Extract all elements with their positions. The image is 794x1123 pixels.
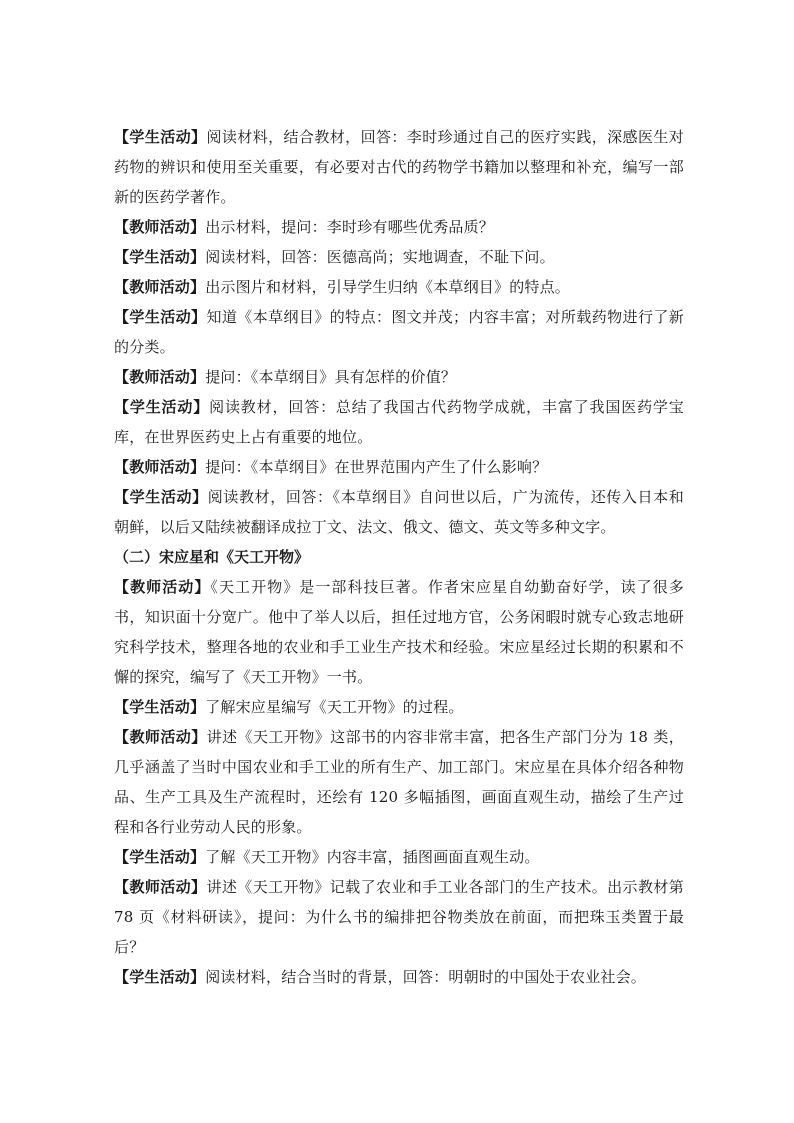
activity-tag: 【教师活动】 <box>114 458 206 476</box>
paragraph-student-activity <box>114 692 684 722</box>
paragraph-teacher-activity <box>114 362 684 392</box>
activity-tag: 【教师活动】 <box>114 278 206 296</box>
paragraph-student-activity <box>114 392 684 452</box>
paragraph-text: 了解宋应星编写《天工开物》的过程。 <box>205 698 464 716</box>
paragraph-text: 出示图片和材料，引导学生归纳《本草纲目》的特点。 <box>205 278 571 296</box>
activity-tag: 【学生活动】 <box>114 248 206 266</box>
paragraph-student-activity <box>114 482 684 542</box>
paragraph-text: 讲述《天工开物》记载了农业和手工业各部门的生产技术。出示教材第 78 页《材料研读》，提问：为什么书的编排把谷物类放在前面，而把珠玉类置于最后？ <box>114 878 684 956</box>
activity-tag: 【教师活动】 <box>114 218 206 236</box>
document-body <box>114 122 684 992</box>
paragraph-student-activity <box>114 242 684 272</box>
activity-tag: 【教师活动】 <box>114 728 207 746</box>
activity-tag: 【学生活动】 <box>114 398 210 416</box>
paragraph-student-activity <box>114 302 684 362</box>
paragraph-student-activity <box>114 962 684 992</box>
paragraph-text: 阅读教材，回答：《本草纲目》自问世以后，广为流传，还传入日本和朝鲜，以后又陆续被翻译成拉丁文、法文、俄文、德文、英文等多种文字。 <box>114 488 684 536</box>
activity-tag: 【教师活动】 <box>114 368 206 386</box>
paragraph-teacher-activity <box>114 872 684 962</box>
activity-tag: 【学生活动】 <box>114 698 206 716</box>
paragraph-text: 阅读教材，回答：总结了我国古代药物学成就，丰富了我国医药学宝库，在世界医药史上占有重要的地位。 <box>114 398 684 446</box>
activity-tag: 【教师活动】 <box>114 578 211 596</box>
paragraph-text: 知道《本草纲目》的特点：图文并茂；内容丰富；对所载药物进行了新的分类。 <box>114 308 684 356</box>
paragraph-teacher-activity <box>114 452 684 482</box>
paragraph-text: 讲述《天工开物》这部书的内容非常丰富，把各生产部门分为 18 类，几乎涵盖了当时中国农业和手工业的所有生产、加工部门。宋应星在具体介绍各种物品、生产工具及生产流程时，还绘有 120 多幅插图，画面直观生动，描绘了生产过程和各行业劳动人民的形象。 <box>114 728 685 836</box>
paragraph-text: 提问：《本草纲目》具有怎样的价值？ <box>205 368 457 386</box>
paragraph-teacher-activity <box>114 212 684 242</box>
paragraph-student-activity <box>114 122 684 212</box>
activity-tag: 【学生活动】 <box>114 128 207 146</box>
section-heading: （二）宋应星和《天工开物》 <box>114 548 310 566</box>
paragraph-text: 阅读材料，回答：医德高尚；实地调查，不耻下问。 <box>205 248 555 266</box>
paragraph-text: 提问：《本草纲目》在世界范围内产生了什么影响？ <box>205 458 548 476</box>
paragraph-text: 出示材料，提问：李时珍有哪些优秀品质？ <box>205 218 495 236</box>
paragraph-text: 阅读材料，结合教材，回答：李时珍通过自己的医疗实践，深感医生对药物的辨识和使用至关重要，有必要对古代的药物学书籍加以整理和补充，编写一部新的医药学著作。 <box>114 128 684 206</box>
activity-tag: 【学生活动】 <box>114 848 206 866</box>
activity-tag: 【教师活动】 <box>114 878 207 896</box>
paragraph-student-activity <box>114 842 684 872</box>
activity-tag: 【学生活动】 <box>114 308 207 326</box>
paragraph-teacher-activity <box>114 272 684 302</box>
paragraph-teacher-activity <box>114 572 684 692</box>
paragraph-text: 了解《天工开物》内容丰富，插图画面直观生动。 <box>205 848 540 866</box>
activity-tag: 【学生活动】 <box>114 968 206 986</box>
paragraph-text: 阅读材料，结合当时的背景，回答：明朝时的中国处于农业社会。 <box>205 968 647 986</box>
activity-tag: 【学生活动】 <box>114 488 208 506</box>
paragraph-teacher-activity <box>114 722 684 842</box>
paragraph-text: 《天工开物》是一部科技巨著。作者宋应星自幼勤奋好学，读了很多书，知识面十分宽广。他中了举人以后，担任过地方官，公务闲暇时就专心致志地研究科学技术，整理各地的农业和手工业生产技术和经验。宋应星经过长期的积累和不懈的探究，编写了《天工开物》一书。 <box>114 578 684 686</box>
